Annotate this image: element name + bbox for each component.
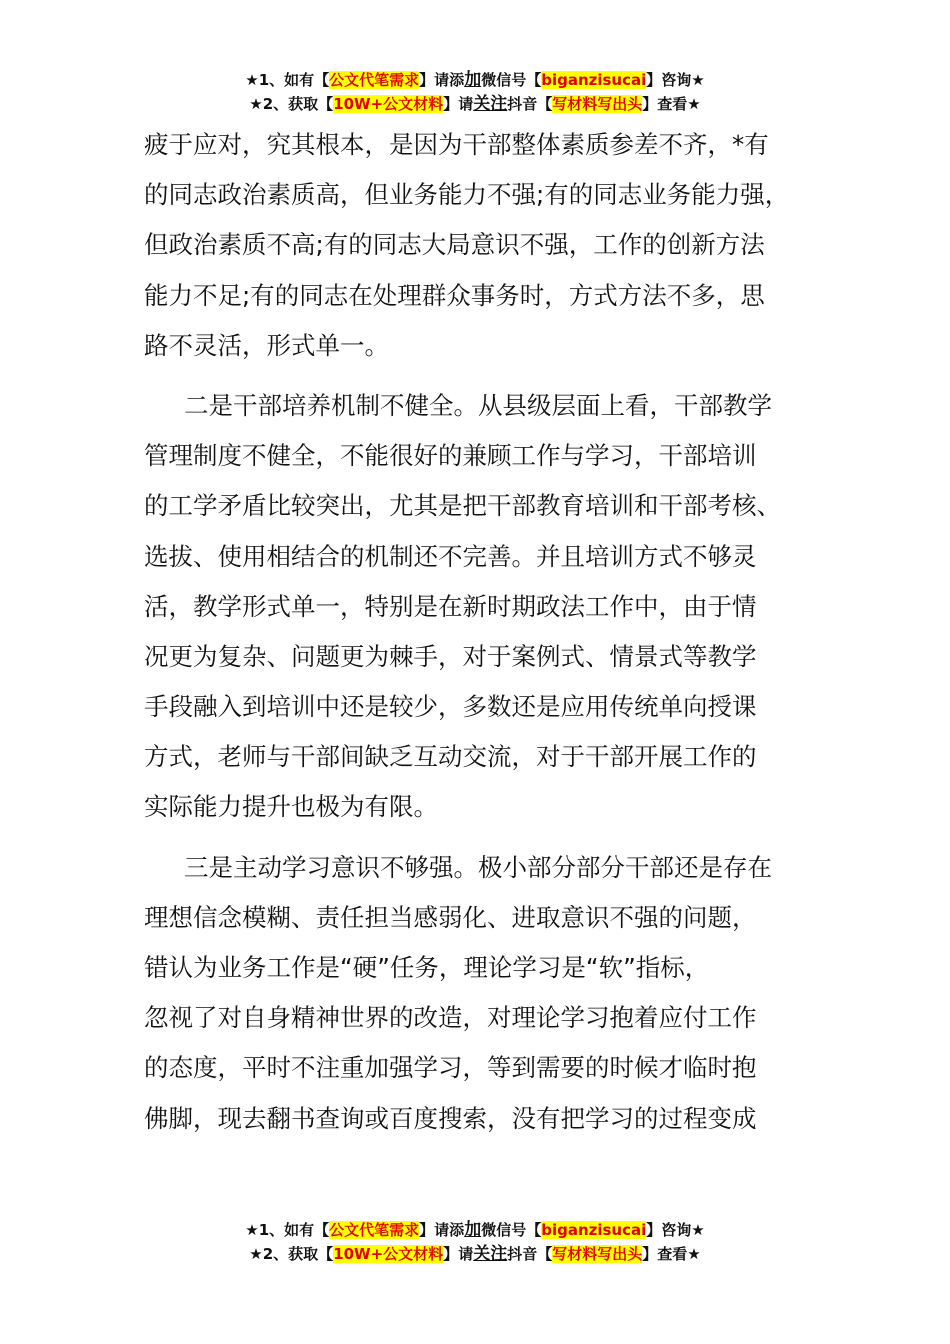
text-line: 理想信念模糊、责任担当感弱化、进取意识不强的问题， <box>144 902 757 932</box>
banner-underlined: 加 <box>464 70 482 90</box>
banner-highlight: 公文代笔需求 <box>329 71 420 89</box>
text-line: 路不灵活，形式单一。 <box>144 330 389 360</box>
banner-highlight: biganzisucai <box>541 1221 647 1239</box>
header-banner <box>0 68 950 116</box>
banner-text: 】咨询★ <box>646 1221 705 1239</box>
text-line: 佛脚，现去翻书查询或百度搜索，没有把学习的过程变成 <box>144 1103 757 1133</box>
text-line: 方式，老师与干部间缺乏互动交流，对于干部开展工作的 <box>144 742 757 772</box>
paragraph-2 <box>144 381 824 833</box>
banner-text: 】请添 <box>419 1221 465 1239</box>
banner-text: 】请添 <box>419 71 465 89</box>
banner-text: 】查看★ <box>642 1245 701 1263</box>
banner-underlined: 关注 <box>473 94 508 114</box>
banner-line-1 <box>0 68 950 92</box>
banner-highlight: 写材料写出头 <box>552 95 643 113</box>
text-line: 错认为业务工作是“硬”任务，理论学习是“软”指标， <box>144 953 710 982</box>
banner-highlight: 公文代笔需求 <box>329 1221 420 1239</box>
banner-text: 】请 <box>443 95 474 113</box>
text-line: 三是主动学习意识不够强。极小部分部分干部还是存在 <box>184 852 772 882</box>
text-line: 能力不足;有的同志在处理群众事务时，方式方法不多，思 <box>144 280 765 310</box>
text-line: 况更为复杂、问题更为棘手，对于案例式、情景式等教学 <box>144 641 757 671</box>
text-line: 选拔、使用相结合的机制还不完善。并且培训方式不够灵 <box>144 541 757 571</box>
banner-highlight: biganzisucai <box>541 71 647 89</box>
banner-highlight: 写材料写出头 <box>552 1245 643 1263</box>
banner-text: 】请 <box>443 1245 474 1263</box>
banner-text: ★1、如有【 <box>245 1221 330 1239</box>
banner-line-2 <box>0 1242 950 1266</box>
banner-underlined: 加 <box>464 1220 482 1240</box>
banner-text: 抖音【 <box>507 95 553 113</box>
text-line: 手段融入到培训中还是较少，多数还是应用传统单向授课 <box>144 692 757 722</box>
banner-text: ★2、获取【 <box>249 1245 334 1263</box>
text-line: 的态度，平时不注重加强学习，等到需要的时候才临时抱 <box>144 1053 757 1083</box>
footer-banner <box>0 1218 950 1266</box>
banner-text: 】咨询★ <box>646 71 705 89</box>
paragraph-1 <box>144 120 824 371</box>
text-line: 疲于应对，究其根本，是因为干部整体素质参差不齐，*有 <box>144 130 769 159</box>
text-line: 实际能力提升也极为有限。 <box>144 792 438 822</box>
text-line: 活，教学形式单一，特别是在新时期政法工作中，由于情 <box>144 591 757 621</box>
banner-text: 微信号【 <box>481 71 542 89</box>
document-body <box>144 120 824 1144</box>
banner-text: ★1、如有【 <box>245 71 330 89</box>
banner-line-1 <box>0 1218 950 1242</box>
text-line: 的同志政治素质高，但业务能力不强;有的同志业务能力强， <box>144 180 790 210</box>
banner-text: 微信号【 <box>481 1221 542 1239</box>
text-line: 二是干部培养机制不健全。从县级层面上看，干部教学 <box>184 390 772 420</box>
text-line: 但政治素质不高;有的同志大局意识不强，工作的创新方法 <box>144 230 765 260</box>
banner-text: 】查看★ <box>642 95 701 113</box>
text-line: 忽视了对自身精神世界的改造，对理论学习抱着应付工作 <box>144 1003 757 1033</box>
paragraph-3 <box>144 843 824 1144</box>
text-line: 管理制度不健全，不能很好的兼顾工作与学习，干部培训 <box>144 441 757 471</box>
banner-highlight: 10W+公文材料 <box>333 95 444 113</box>
banner-line-2 <box>0 92 950 116</box>
banner-text: ★2、获取【 <box>249 95 334 113</box>
banner-text: 抖音【 <box>507 1245 553 1263</box>
banner-underlined: 关注 <box>473 1244 508 1264</box>
text-line: 的工学矛盾比较突出，尤其是把干部教育培训和干部考核、 <box>144 491 781 521</box>
banner-highlight: 10W+公文材料 <box>333 1245 444 1263</box>
